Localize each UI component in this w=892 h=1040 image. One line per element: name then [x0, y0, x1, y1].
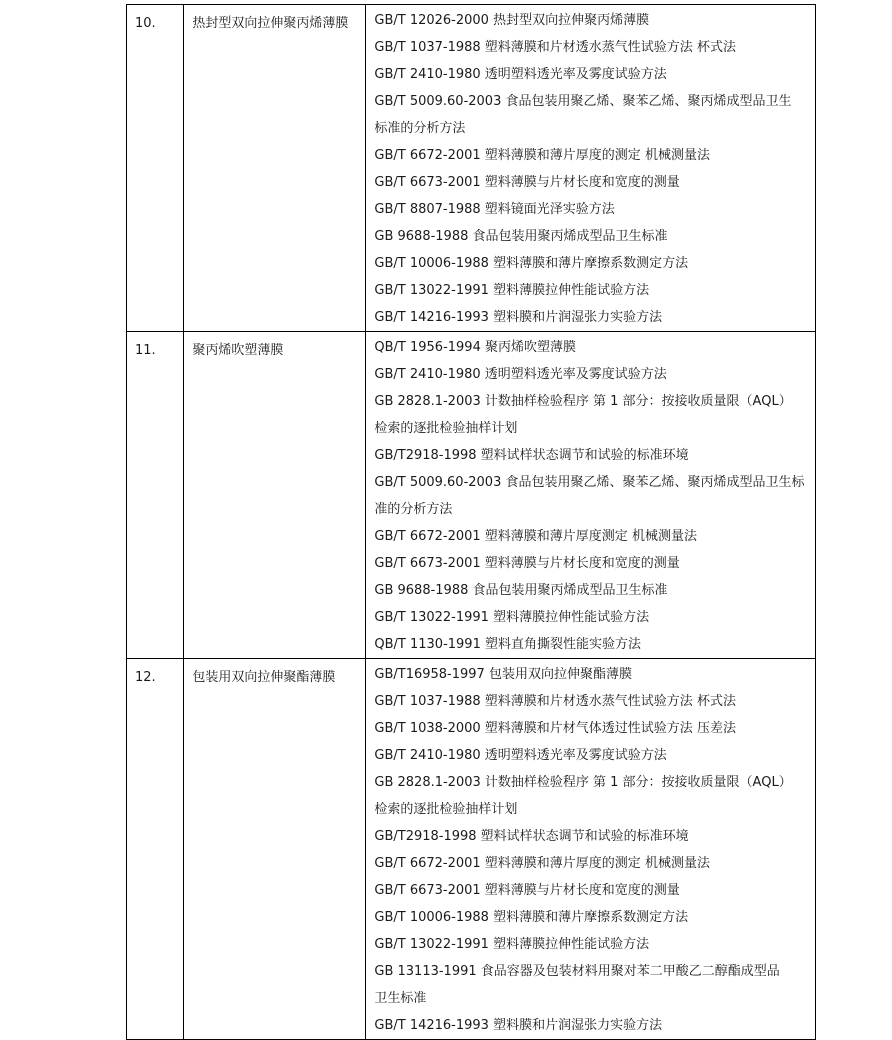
standard-line: GB/T 6672-2001 塑料薄膜和薄片厚度的测定 机械测量法	[374, 148, 710, 163]
standard-line: GB/T 10006-1988 塑料薄膜和薄片摩擦系数测定方法	[374, 910, 689, 925]
product-name: 包装用双向拉伸聚酯薄膜	[192, 670, 336, 685]
standard-line: GB/T 14216-1993 塑料膜和片润湿张力实验方法	[374, 310, 663, 325]
standard-line: 标准的分析方法	[374, 121, 466, 136]
standards-cell	[366, 659, 816, 1040]
standard-line: GB/T2918-1998 塑料试样状态调节和试验的标准环境	[374, 448, 689, 463]
standards-cell	[366, 5, 816, 332]
standard-line: GB/T 2410-1980 透明塑料透光率及雾度试验方法	[374, 67, 667, 82]
standard-line: GB/T 5009.60-2003 食品包装用聚乙烯、聚苯乙烯、聚丙烯成型品卫生标	[374, 475, 805, 490]
standard-line: GB/T 6673-2001 塑料薄膜与片材长度和宽度的测量	[374, 175, 680, 190]
standard-line: GB/T 1037-1988 塑料薄膜和片材透水蒸气性试验方法 杯式法	[374, 40, 736, 55]
standard-line: GB/T 10006-1988 塑料薄膜和薄片摩擦系数测定方法	[374, 256, 689, 271]
standard-line: GB/T 2410-1980 透明塑料透光率及雾度试验方法	[374, 748, 667, 763]
standard-line: GB/T 12026-2000 热封型双向拉伸聚丙烯薄膜	[374, 13, 650, 28]
row-number: 11.	[135, 343, 156, 358]
product-name-cell	[184, 332, 366, 659]
row-number-cell	[127, 5, 184, 332]
standard-line: GB/T 5009.60-2003 食品包装用聚乙烯、聚苯乙烯、聚丙烯成型品卫生	[374, 94, 792, 109]
standard-line: GB 2828.1-2003 计数抽样检验程序 第 1 部分：按接收质量限（AQL）	[374, 394, 792, 409]
standard-line: 准的分析方法	[374, 502, 453, 517]
standard-line: GB/T 6672-2001 塑料薄膜和薄片厚度测定 机械测量法	[374, 529, 697, 544]
standard-line: QB/T 1130-1991 塑料直角撕裂性能实验方法	[374, 637, 641, 652]
row-number: 10.	[135, 16, 156, 31]
product-name: 热封型双向拉伸聚丙烯薄膜	[192, 16, 349, 31]
row-number: 12.	[135, 670, 156, 685]
standard-line: GB/T 1038-2000 塑料薄膜和片材气体透过性试验方法 压差法	[374, 721, 736, 736]
standard-line: GB/T 6673-2001 塑料薄膜与片材长度和宽度的测量	[374, 556, 680, 571]
standard-line: GB/T 1037-1988 塑料薄膜和片材透水蒸气性试验方法 杯式法	[374, 694, 736, 709]
table-row	[127, 659, 816, 1040]
row-number-cell	[127, 332, 184, 659]
standard-line: GB 2828.1-2003 计数抽样检验程序 第 1 部分：按接收质量限（AQL）	[374, 775, 792, 790]
product-name-cell	[184, 659, 366, 1040]
standard-line: GB/T 6673-2001 塑料薄膜与片材长度和宽度的测量	[374, 883, 680, 898]
standard-line: GB/T 13022-1991 塑料薄膜拉伸性能试验方法	[374, 937, 650, 952]
standard-line: GB/T 8807-1988 塑料镜面光泽实验方法	[374, 202, 615, 217]
standard-line: GB 9688-1988 食品包装用聚丙烯成型品卫生标准	[374, 229, 668, 244]
standards-cell	[366, 332, 816, 659]
standard-line: GB/T 13022-1991 塑料薄膜拉伸性能试验方法	[374, 610, 650, 625]
standard-line: GB 9688-1988 食品包装用聚丙烯成型品卫生标准	[374, 583, 668, 598]
row-number-cell	[127, 659, 184, 1040]
standard-line: GB/T 2410-1980 透明塑料透光率及雾度试验方法	[374, 367, 667, 382]
standard-line: 卫生标准	[374, 991, 427, 1006]
product-name: 聚丙烯吹塑薄膜	[192, 343, 284, 358]
standard-line: GB/T 6672-2001 塑料薄膜和薄片厚度的测定 机械测量法	[374, 856, 710, 871]
standard-line: GB 13113-1991 食品容器及包装材料用聚对苯二甲酸乙二醇酯成型品	[374, 964, 780, 979]
standards-table	[126, 4, 816, 1040]
table-row	[127, 332, 816, 659]
standard-line: QB/T 1956-1994 聚丙烯吹塑薄膜	[374, 340, 576, 355]
standard-line: GB/T 14216-1993 塑料膜和片润湿张力实验方法	[374, 1018, 663, 1033]
standard-line: GB/T2918-1998 塑料试样状态调节和试验的标准环境	[374, 829, 689, 844]
table-row	[127, 5, 816, 332]
standard-line: GB/T 13022-1991 塑料薄膜拉伸性能试验方法	[374, 283, 650, 298]
standard-line: 检索的逐批检验抽样计划	[374, 802, 518, 817]
product-name-cell	[184, 5, 366, 332]
standard-line: GB/T16958-1997 包装用双向拉伸聚酯薄膜	[374, 667, 632, 682]
standard-line: 检索的逐批检验抽样计划	[374, 421, 518, 436]
